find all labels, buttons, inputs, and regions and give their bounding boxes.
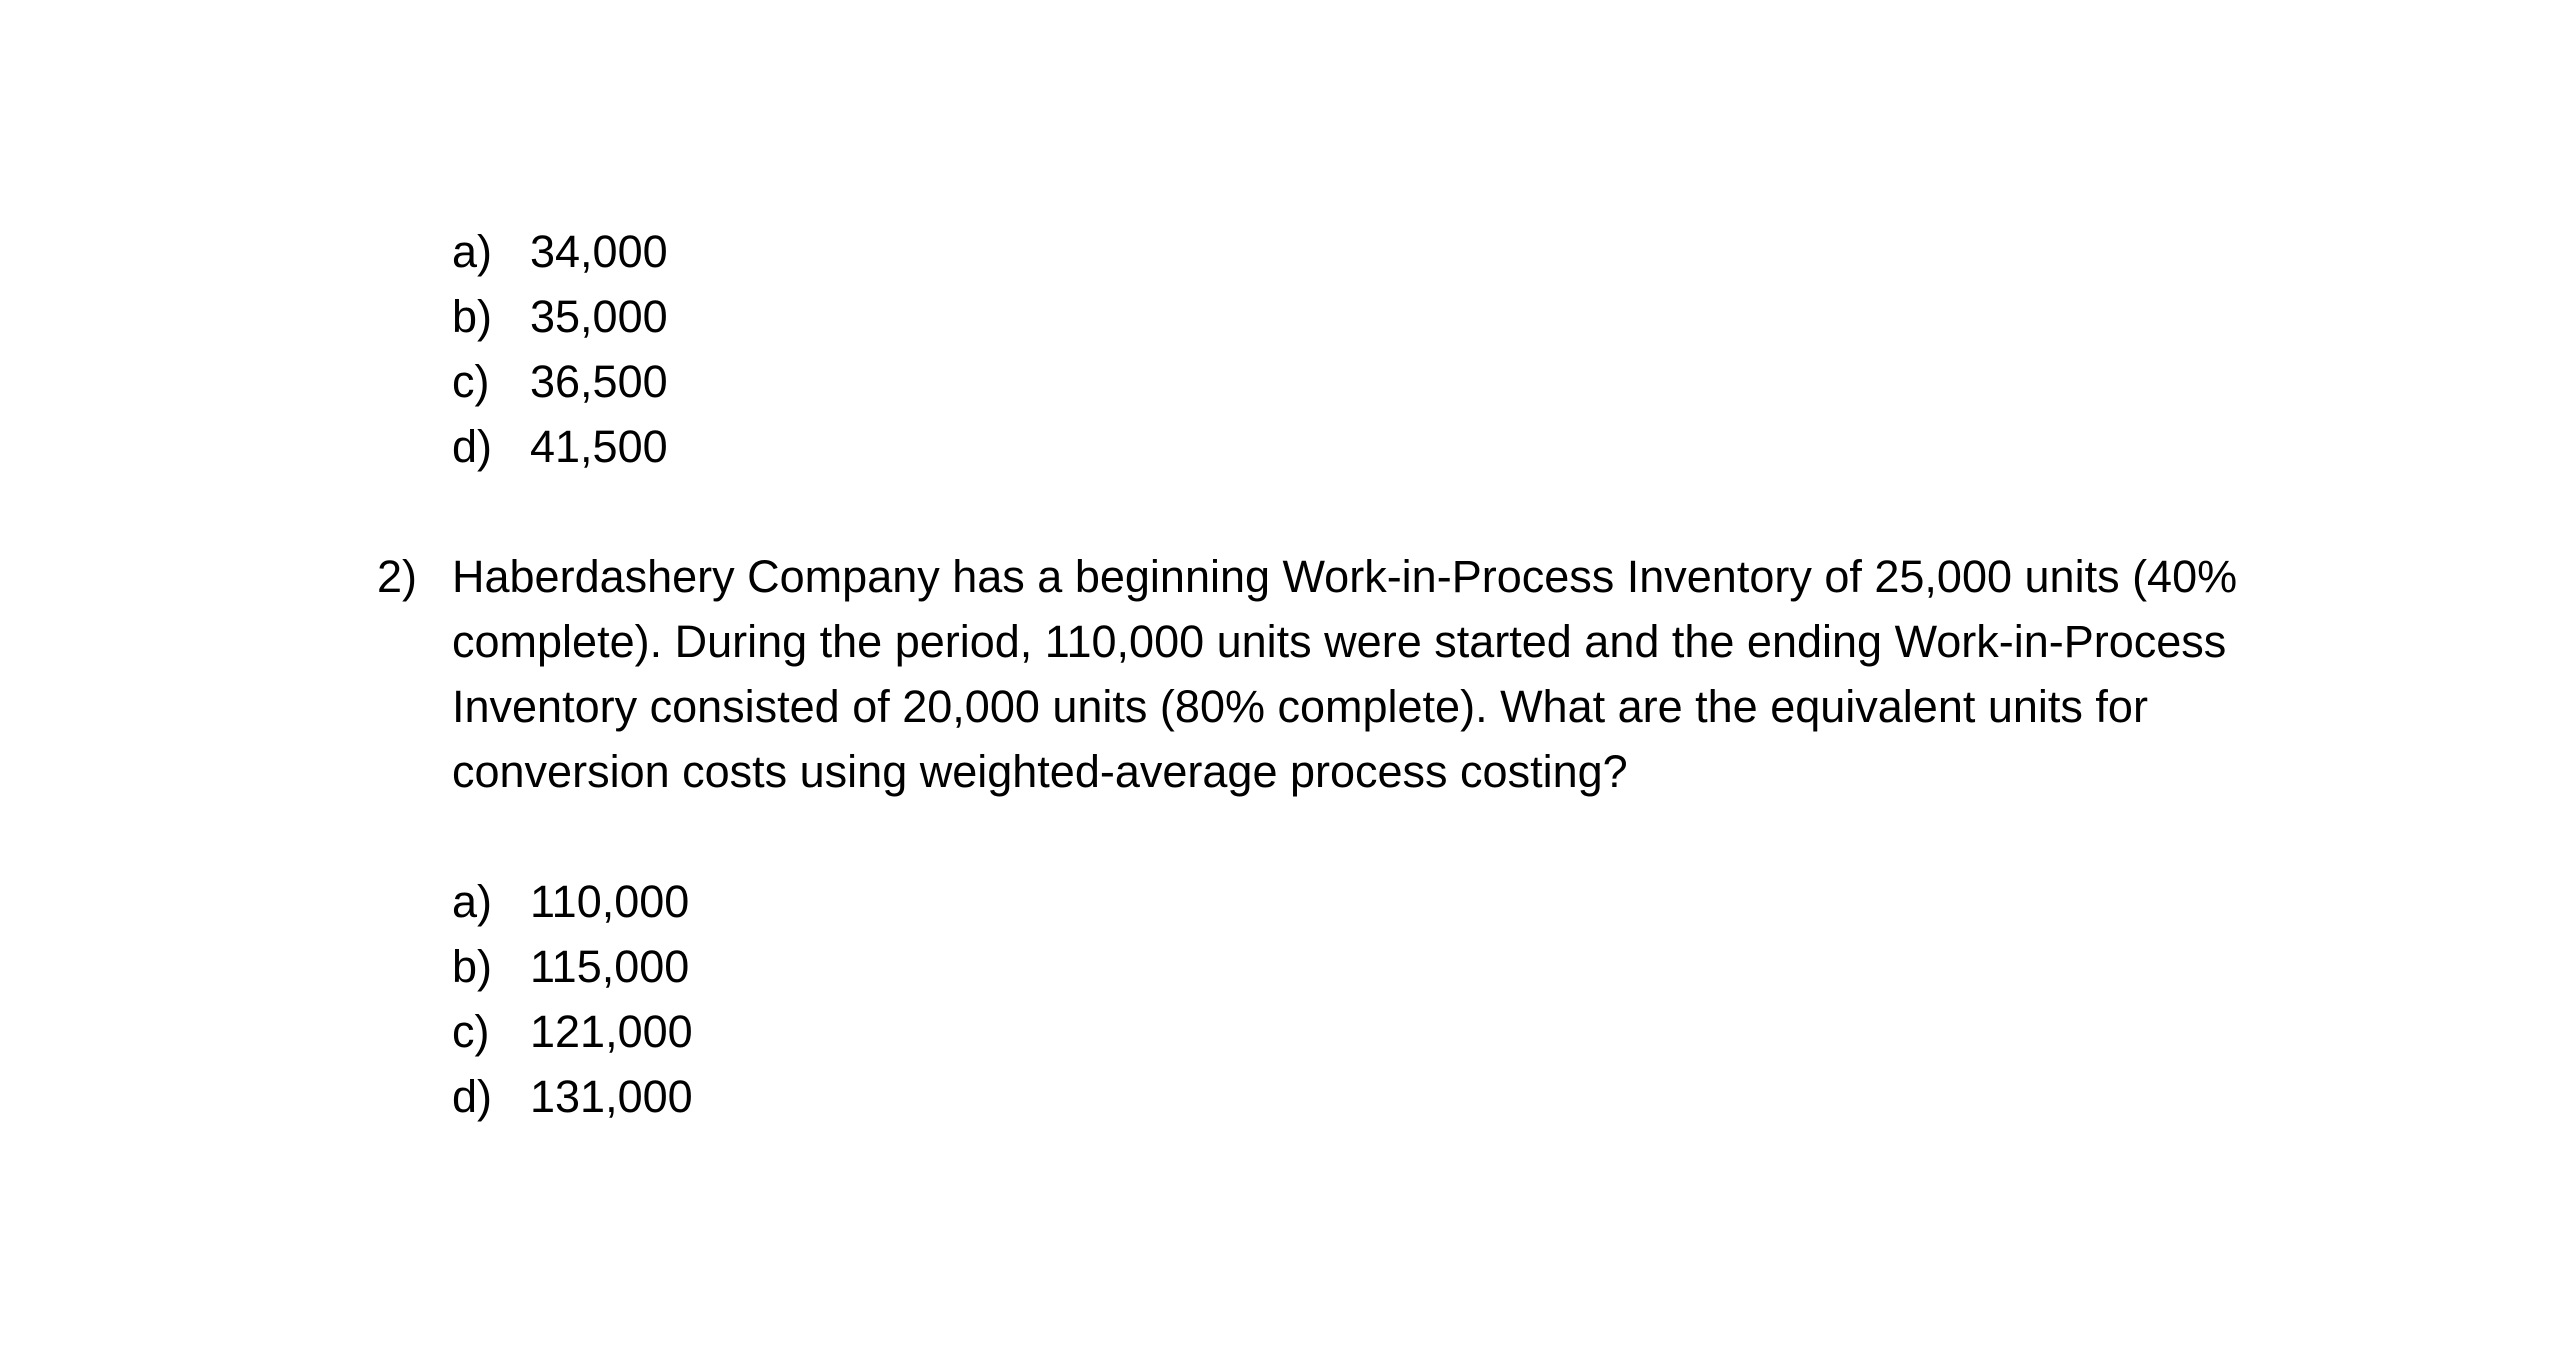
- option-marker: a): [452, 226, 493, 277]
- answer-option-q2-d: [0, 1064, 2550, 1129]
- answer-option-q1-d: [0, 414, 2550, 479]
- question-text-line: complete). During the period, 110,000 units were started and the ending Work-in-Process: [452, 616, 2227, 667]
- option-marker: c): [452, 356, 490, 407]
- option-marker: c): [452, 1006, 490, 1057]
- option-marker: d): [452, 1071, 493, 1122]
- option-value: 36,500: [530, 356, 668, 407]
- blank-line: [0, 804, 2550, 869]
- option-value: 41,500: [530, 421, 668, 472]
- answer-option-q2-c: [0, 999, 2550, 1064]
- question-text-line: conversion costs using weighted-average process costing?: [452, 746, 1628, 797]
- option-marker: d): [452, 421, 493, 472]
- blank-line: [0, 479, 2550, 544]
- option-marker: a): [452, 876, 493, 927]
- answer-option-q2-b: [0, 934, 2550, 999]
- option-value: 115,000: [530, 941, 690, 992]
- option-value: 35,000: [530, 291, 668, 342]
- question-number: 2): [377, 551, 418, 602]
- answer-option-q1-b: [0, 284, 2550, 349]
- question-text-line: Haberdashery Company has a beginning Work-in-Process Inventory of 25,000 units (40%: [452, 551, 2238, 602]
- question-text-line: Inventory consisted of 20,000 units (80% complete). What are the equivalent units for: [452, 681, 2148, 732]
- answer-option-q1-c: [0, 349, 2550, 414]
- option-value: 121,000: [530, 1006, 693, 1057]
- answer-option-q1-a: [0, 219, 2550, 284]
- option-marker: b): [452, 941, 493, 992]
- option-marker: b): [452, 291, 493, 342]
- option-value: 131,000: [530, 1071, 693, 1122]
- option-value: 34,000: [530, 226, 668, 277]
- answer-option-q2-a: [0, 869, 2550, 934]
- question-2: [0, 544, 2550, 804]
- option-value: 110,000: [530, 876, 690, 927]
